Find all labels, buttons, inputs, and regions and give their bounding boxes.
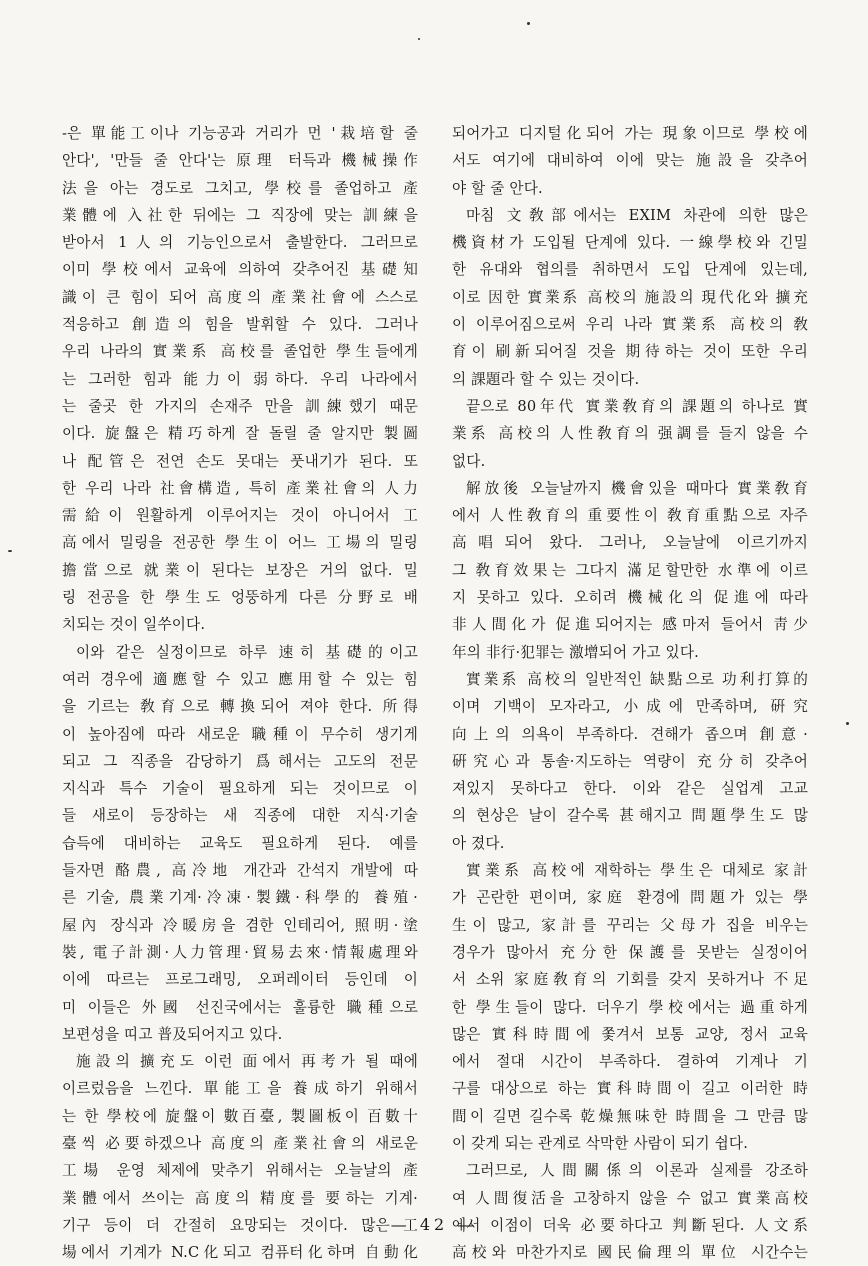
text-line: 안다', '만들 줄 안다'는 原理 터득과 機械操作 — [62, 152, 418, 170]
text-line: 한 우리 나라 社會構造, 특히 產業社會의 人力 — [62, 479, 418, 497]
text-line: 屋內 장식과 冷暖房을 겸한 인테리어, 照明·塗 — [62, 916, 418, 934]
text-line: 서도 여기에 대비하여 이에 맞는 施設을 갖추어 — [452, 152, 808, 170]
text-line: 구를 대상으로 하는 實科時間이 길고 이러한 時 — [452, 1080, 808, 1098]
text-line: 기구 등이 더 간절히 요망되는 것이다. 많은 工 — [62, 1216, 418, 1234]
text-line: -은 單能工이나 기능공과 거리가 먼 '栽培할 줄 — [62, 125, 418, 142]
text-line: 工場 운영 체제에 맞추기 위해서는 오늘날의 產 — [62, 1162, 418, 1180]
text-line: 硏究心과 통솔·지도하는 역량이 充分히 갖추어 — [452, 752, 808, 770]
text-line: 지식과 특수 기술이 필요하게 되는 것이므로 이 — [62, 780, 418, 798]
left-text-column — [62, 120, 418, 1266]
text-line: 業系 高校의 人性敎育의 强調를 들지 않을 수 — [452, 425, 808, 443]
text-line: 지 못하고 있다. 오히려 機械化의 促進에 따라 — [452, 589, 808, 607]
text-line: 우리 나라의 實業系 高校를 졸업한 學生들에게 — [62, 343, 418, 361]
text-line: 識이 큰 힘이 되어 高度의 產業社會에 스스로 — [62, 288, 418, 306]
text-line: 이르렀음을 느낀다. 單能工을 養成하기 위해서 — [62, 1080, 418, 1098]
text-line: 이다. 旋盤은 精巧하게 잘 돌릴 줄 알지만 製圖 — [62, 425, 418, 443]
text-line: 그러므로, 人間關係의 이론과 실제를 강조하 — [466, 1162, 808, 1180]
text-line: 습득에 대비하는 교육도 필요하게 된다. 예를 — [62, 834, 418, 852]
text-line: 아 졌다. — [452, 834, 505, 852]
text-line: 이로 因한 實業系 高校의 施設의 現代化와 擴充 — [452, 288, 808, 306]
text-line: 는 줄곳 한 가지의 손재주 만을 訓練했기 때문 — [62, 397, 418, 415]
text-line: 는 그러한 힘과 能力이 弱하다. 우리 나라에서 — [62, 370, 418, 388]
text-line: 裝, 電子計測·人力管理·貿易去來·情報處理와 — [62, 943, 418, 961]
text-line: 서 소위 家庭敎育의 기회를 갖지 못하거나 不足 — [452, 971, 808, 989]
text-line: 야 할 줄 안다. — [452, 179, 543, 197]
text-line: 여 人間復活을 고창하지 않을 수 없고 實業高校 — [452, 1189, 808, 1207]
scan-speck — [846, 722, 849, 725]
text-line: 나 配管은 전연 손도 못대는 풋내기가 된다. 또 — [62, 452, 418, 470]
text-line: 많은 實科時間에 쫓겨서 보통 교양, 정서 교육 — [452, 1025, 808, 1043]
text-line: 한 유대와 협의를 취하면서 도입 단계에 있는데, — [452, 261, 808, 279]
text-line: 이 갖게 되는 관계로 삭막한 사람이 되기 쉽다. — [452, 1134, 749, 1152]
text-line: 되어가고 디지털化되어 가는 現象이므로 學校에 — [452, 125, 808, 142]
text-line: 業體에서 쓰이는 高度의 精度를 要하는 기계· — [62, 1189, 418, 1207]
text-line: 져있지 못하다고 한다. 이와 같은 실업계 고교 — [452, 780, 808, 798]
text-line: 에서 이점이 더욱 必要하다고 判斷된다. 人文系 — [452, 1216, 808, 1234]
text-line: 이 높아짐에 따라 새로운 職種이 무수히 생기게 — [62, 725, 418, 743]
text-line: 들 새로이 등장하는 새 직종에 대한 지식·기술 — [62, 807, 418, 825]
text-line: 받아서 1人의 기능인으로서 출발한다. 그러므로 — [62, 234, 418, 252]
text-line: 의 課題라 할 수 있는 것이다. — [452, 370, 640, 388]
text-line: 向上의 의욕이 부족하다. 견해가 좁으며 創意· — [452, 725, 808, 743]
text-line: 경우가 많아서 充分한 保護를 못받는 실정이어 — [452, 943, 808, 961]
text-line: 이며 기백이 모자라고, 小成에 만족하며, 硏究 — [452, 698, 808, 716]
text-line: 場에서 기계가 N.C化되고 컴퓨터化하며 自動化 — [62, 1244, 418, 1262]
text-line: 間이 길면 길수록 乾燥無味한 時間을 그 만큼 많 — [452, 1107, 808, 1125]
scan-speck — [527, 22, 530, 25]
text-line: 生이 많고, 家計를 꾸리는 父母가 집을 비우는 — [452, 916, 808, 934]
text-line: 되고 그 직종을 감당하기 爲해서는 고도의 전문 — [62, 752, 418, 770]
text-line: 가 곤란한 편이며, 家庭 환경에 問題가 있는 學 — [452, 889, 808, 907]
text-line: 實業系 高校의 일반적인 缺點으로 功利打算的 — [466, 670, 808, 688]
text-line: 高校와 마찬가지로 國民倫理의 單位 시간수는 — [452, 1244, 808, 1262]
text-line: 미 이들은 外國 선진국에서는 훌륭한 職種으로 — [62, 998, 418, 1016]
text-line: 보편성을 띠고 普及되어지고 있다. — [62, 1025, 283, 1043]
scan-speck — [418, 38, 420, 40]
text-line: 의 현상은 날이 갈수록 甚해지고 問題學生도 많 — [452, 807, 808, 825]
text-line: 高唱되어 왔다. 그러나, 오늘날에 이르기까지 — [452, 534, 808, 552]
text-line: 을 기르는 敎育으로 轉換되어 져야 한다. 所得 — [62, 698, 418, 716]
text-line: 른 기술, 農業기계·冷凍·製鐵·科學的 養殖· — [62, 889, 418, 907]
text-line: 여러 경우에 適應할 수 있고 應用할 수 있는 힘 — [62, 670, 418, 688]
text-line: 이미 學校에서 교육에 의하여 갖추어진 基礎知 — [62, 261, 418, 279]
text-line: 需給이 원활하게 이루어지는 것이 아니어서 工 — [62, 507, 418, 525]
text-line: 解放後 오늘날까지 機會있을 때마다 實業敎育 — [466, 479, 808, 497]
text-line: 이 이루어짐으로써 우리 나라 實業系 高校의 敎 — [452, 316, 808, 334]
text-line: 적응하고 創造의 힘을 발휘할 수 있다. 그러나 — [62, 316, 418, 334]
text-line: 育이 刷新되어질 것을 期待하는 것이 또한 우리 — [452, 343, 808, 361]
text-line: 그 敎育效果는 그다지 滿足할만한 水準에 이르 — [452, 561, 808, 579]
text-line: 들자면 酪農, 高冷地 개간과 간석지 개발에 따 — [62, 862, 418, 880]
text-line: 는 한 學校에 旋盤이 數百臺, 製圖板이 百數十 — [62, 1107, 418, 1125]
text-line: 없다. — [452, 452, 486, 470]
text-line: 高에서 밀링을 전공한 學生이 어느 工場의 밀링 — [62, 534, 418, 552]
text-line: 非人間化가 促進되어지는 感마저 들어서 靑少 — [452, 616, 808, 634]
text-line: 치되는 것이 일쑤이다. — [62, 616, 206, 634]
text-line: 에서 절대 시간이 부족하다. 결하여 기계나 기 — [452, 1053, 808, 1071]
text-line: 施設의 擴充도 이런 面에서 再考가 될 때에 — [76, 1053, 418, 1071]
text-line: 臺씩 必要하겠으나 高度의 產業社會의 새로운 — [62, 1134, 418, 1152]
text-line: 法을 아는 경도로 그치고, 學校를 졸업하고 產 — [62, 179, 418, 197]
text-line: 마침 文敎部에서는 EXIM 차관에 의한 많은 — [466, 206, 808, 224]
text-line: 한 學生들이 많다. 더우기 學校에서는 過重하게 — [452, 998, 808, 1016]
right-text-column — [452, 120, 808, 1266]
text-line: 年의 非行·犯罪는 激增되어 가고 있다. — [452, 643, 699, 661]
text-line: 實業系 高校에 재학하는 學生은 대체로 家計 — [466, 862, 808, 880]
text-line: 業體에 入社한 뒤에는 그 직장에 맞는 訓練을 — [62, 206, 418, 224]
text-line: 이와 같은 실정이므로 하루 速히 基礎的이고 — [76, 643, 418, 661]
page-number: — 42 — — [390, 1215, 478, 1234]
text-line: 끝으로 80年代 實業敎育의 課題의 하나로 實 — [466, 397, 808, 415]
text-line: 링 전공을 한 學生도 엉뚱하게 다른 分野로 배 — [62, 589, 418, 607]
text-line: 에서 人性敎育의 重要性이 敎育重點으로 자주 — [452, 507, 808, 525]
text-line: 이에 따르는 프로그래밍, 오퍼레이터 등인데 이 — [62, 971, 418, 989]
text-line: 機資材가 도입될 단계에 있다. 一線學校와 긴밀 — [452, 234, 808, 252]
text-line: 擔當으로 就業이 된다는 보장은 거의 없다. 밀 — [62, 561, 418, 579]
scan-speck — [8, 550, 12, 552]
